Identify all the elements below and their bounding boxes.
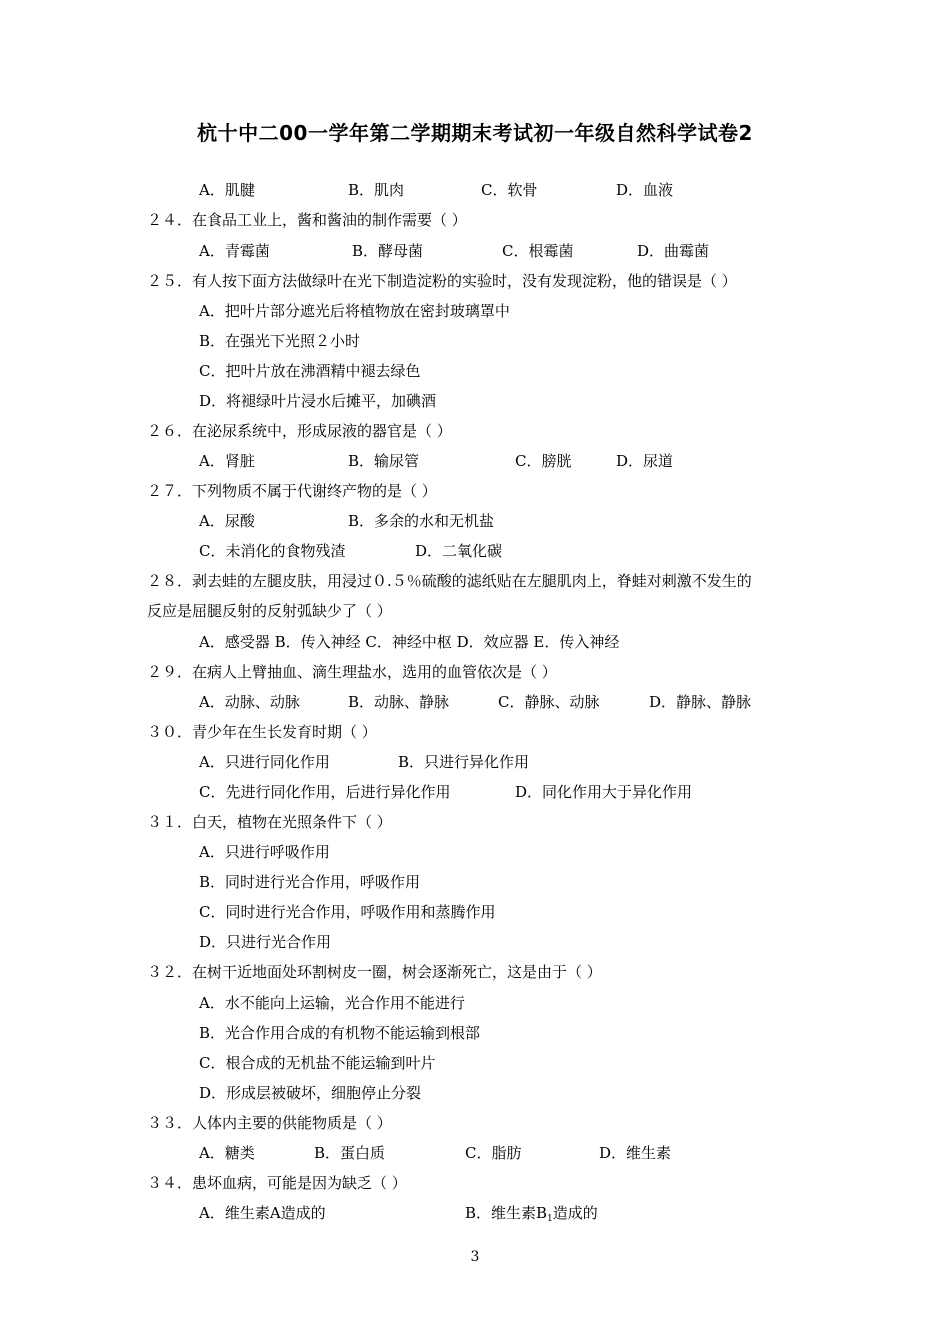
q29-option-d: D．静脉、静脉: [649, 693, 752, 711]
q30-option-d: D．同化作用大于异化作用: [515, 783, 693, 801]
page-number: 3: [470, 1249, 480, 1265]
q34-option-a: A．维生素A造成的: [199, 1204, 326, 1222]
q31-option-b: B．同时进行光合作用，呼吸作用: [199, 873, 421, 891]
q23-option-c: C．软骨: [481, 181, 538, 199]
q24-option-d: D．曲霉菌: [637, 242, 710, 260]
q27-option-d: D．二氧化碳: [415, 542, 503, 560]
q31-option-a: A．只进行呼吸作用: [199, 843, 330, 861]
q34-option-b-text: B．维生素B: [465, 1204, 548, 1222]
q24-stem: ２４．在食品工业上，酱和酱油的制作需要（ ）: [147, 211, 467, 229]
q32-option-c: C．根合成的无机盐不能运输到叶片: [199, 1054, 436, 1072]
q24-option-a: A．青霉菌: [199, 242, 270, 260]
q29-option-a: A．动脉、动脉: [199, 693, 300, 711]
q31-stem: ３１．白天，植物在光照条件下（ ）: [147, 813, 392, 831]
q25-option-d: D．将褪绿叶片浸水后摊平，加碘酒: [199, 392, 437, 410]
q33-option-a: A．糖类: [199, 1144, 255, 1162]
q33-stem: ３３．人体内主要的供能物质是（ ）: [147, 1114, 392, 1132]
q33-option-c: C．脂肪: [465, 1144, 522, 1162]
q33-option-b: B．蛋白质: [314, 1144, 386, 1162]
q32-option-a: A．水不能向上运输，光合作用不能进行: [199, 994, 465, 1012]
q24-option-c: C．根霉菌: [502, 242, 574, 260]
q34-stem: ３４．患坏血病，可能是因为缺乏（ ）: [147, 1174, 407, 1192]
q29-option-c: C．静脉、动脉: [498, 693, 600, 711]
page-title: 杭十中二00一学年第二学期期末考试初一年级自然科学试卷2: [197, 121, 753, 145]
q32-stem: ３２．在树干近地面处环割树皮一圈，树会逐渐死亡，这是由于（ ）: [147, 963, 602, 981]
q32-option-d: D．形成层被破坏，细胞停止分裂: [199, 1084, 422, 1102]
q34-option-b-subscript: 1: [547, 1214, 553, 1224]
q23-option-b: B．肌肉: [348, 181, 405, 199]
q28-stem-line1: ２８．剥去蛙的左腿皮肤，用浸过０.５％硫酸的滤纸贴在左腿肌肉上，脊蛙对刺激不发生的: [147, 572, 752, 590]
q24-option-b: B．酵母菌: [352, 242, 424, 260]
q31-option-d: D．只进行光合作用: [199, 933, 332, 951]
q26-option-a: A．肾脏: [199, 452, 255, 470]
q29-option-b: B．动脉、静脉: [348, 693, 450, 711]
q28-stem-line2: 反应是屈腿反射的反射弧缺少了（ ）: [147, 602, 392, 620]
q27-stem: ２７．下列物质不属于代谢终产物的是（ ）: [147, 482, 437, 500]
q26-option-d: D．尿道: [616, 452, 674, 470]
q34-option-b: [465, 1203, 598, 1229]
q25-stem: ２５．有人按下面方法做绿叶在光下制造淀粉的实验时，没有发现淀粉，他的错误是（ ）: [147, 272, 737, 290]
q29-stem: ２９．在病人上臂抽血、滴生理盐水，选用的血管依次是（ ）: [147, 663, 557, 681]
q25-option-c: C．把叶片放在沸酒精中褪去绿色: [199, 362, 421, 380]
q30-option-a: A．只进行同化作用: [199, 753, 330, 771]
q23-option-d: D．血液: [616, 181, 674, 199]
q30-option-b: B．只进行异化作用: [398, 753, 530, 771]
q26-stem: ２６．在泌尿系统中，形成尿液的器官是（ ）: [147, 422, 452, 440]
q27-option-b: B．多余的水和无机盐: [348, 512, 495, 530]
q23-option-a: A．肌腱: [199, 181, 255, 199]
q25-option-b: B．在强光下光照２小时: [199, 332, 361, 350]
q26-option-c: C．膀胱: [515, 452, 572, 470]
q32-option-b: B．光合作用合成的有机物不能运输到根部: [199, 1024, 481, 1042]
q26-option-b: B．输尿管: [348, 452, 420, 470]
q30-option-c: C．先进行同化作用，后进行异化作用: [199, 783, 451, 801]
q31-option-c: C．同时进行光合作用，呼吸作用和蒸腾作用: [199, 903, 496, 921]
q28-options: A．感受器 B．传入神经 C．神经中枢 D．效应器 E．传入神经: [199, 633, 620, 651]
q27-option-a: A．尿酸: [199, 512, 255, 530]
q25-option-a: A．把叶片部分遮光后将植物放在密封玻璃罩中: [199, 302, 510, 320]
q33-option-d: D．维生素: [599, 1144, 672, 1162]
q27-option-c: C．未消化的食物残渣: [199, 542, 346, 560]
q34-option-b-suffix: 造成的: [552, 1204, 598, 1222]
q30-stem: ３０．青少年在生长发育时期（ ）: [147, 723, 377, 741]
